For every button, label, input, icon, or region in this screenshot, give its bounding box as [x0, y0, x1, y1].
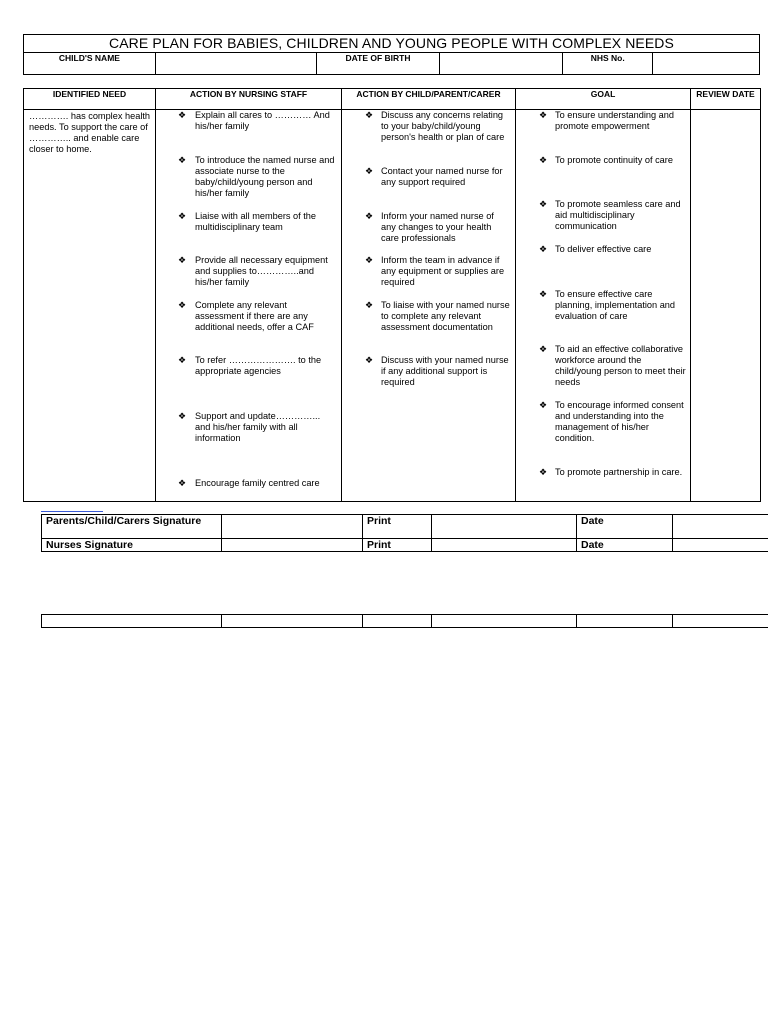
- bullet-icon: ❖: [178, 300, 187, 310]
- child-action-item: ❖ Discuss any concerns relating to your baby/child/young person's health or plan of care: [365, 110, 505, 142]
- bullet-icon: ❖: [539, 244, 548, 254]
- bullet-icon: ❖: [539, 110, 548, 120]
- bullet-icon: ❖: [365, 355, 374, 365]
- bullet-icon: ❖: [539, 199, 548, 209]
- goal-item: ❖ To promote partnership in care.: [539, 467, 683, 477]
- bullet-icon: ❖: [539, 155, 548, 165]
- nursing-actions-cell[interactable]: [156, 110, 342, 502]
- child-actions-cell[interactable]: [342, 110, 516, 502]
- goal-item: ❖ To promote continuity of care: [539, 155, 673, 165]
- col-review-date: REVIEW DATE: [691, 89, 761, 110]
- bullet-icon: ❖: [178, 255, 187, 265]
- bullet-icon: ❖: [178, 478, 187, 488]
- col-action-nursing: ACTION BY NURSING STAFF: [156, 89, 342, 110]
- empty-cell[interactable]: [432, 615, 577, 628]
- nursing-action-item: ❖ Explain all cares to ………… And his/her family: [178, 110, 330, 131]
- nurses-signature-label: Nurses Signature: [42, 539, 222, 552]
- nhs-label: NHS No.: [563, 53, 653, 75]
- nurses-date-field[interactable]: [673, 539, 768, 552]
- nursing-action-item: ❖ To introduce the named nurse and associate nurse to the baby/child/young person and his/her family: [178, 155, 335, 198]
- goal-item: ❖ To ensure effective care planning, implementation and evaluation of care: [539, 289, 676, 321]
- nursing-action-item: ❖ Complete any relevant assessment if there are any additional needs, offer a CAF: [178, 300, 314, 332]
- parents-date-label: Date: [577, 515, 673, 539]
- empty-signature-row: [41, 614, 768, 628]
- bullet-icon: ❖: [365, 110, 374, 120]
- nhs-field[interactable]: [653, 53, 760, 75]
- goal-item: ❖ To deliver effective care: [539, 244, 652, 254]
- identified-need-text: …………. has complex health needs. To support the care of ………….. and enable care closer to home.: [29, 111, 151, 154]
- goal-item: ❖ To encourage informed consent and understanding into the management of his/her condition.: [539, 400, 684, 443]
- child-action-item: ❖ Contact your named nurse for any support required: [365, 166, 503, 187]
- col-action-child: ACTION BY CHILD/PARENT/CARER: [342, 89, 516, 110]
- review-date-cell[interactable]: [691, 110, 761, 502]
- childs-name-field[interactable]: [155, 53, 316, 75]
- goal-item: ❖ To aid an effective collaborative workforce around the child/young person to meet their needs: [539, 344, 686, 387]
- child-action-item: ❖ Inform your named nurse of any changes to your health care professionals: [365, 211, 494, 243]
- bullet-icon: ❖: [539, 400, 548, 410]
- bullet-icon: ❖: [365, 300, 374, 310]
- parents-signature-field[interactable]: [222, 515, 363, 539]
- empty-cell[interactable]: [363, 615, 432, 628]
- empty-cell[interactable]: [577, 615, 673, 628]
- child-action-item: ❖ To liaise with your named nurse to complete any relevant assessment documentation: [365, 300, 510, 332]
- bullet-icon: ❖: [178, 110, 187, 120]
- nursing-action-item: ❖ Support and update…………... and his/her family with all information: [178, 411, 321, 443]
- signature-table: [41, 514, 768, 552]
- dob-field[interactable]: [440, 53, 563, 75]
- bullet-icon: ❖: [365, 166, 374, 176]
- nurses-signature-field[interactable]: [222, 539, 363, 552]
- parents-date-field[interactable]: [673, 515, 768, 539]
- goal-item: ❖ To promote seamless care and aid multidisciplinary communication: [539, 199, 681, 231]
- bullet-icon: ❖: [178, 355, 187, 365]
- nursing-action-item: ❖ Liaise with all members of the multidisciplinary team: [178, 211, 317, 232]
- goals-cell[interactable]: [516, 110, 691, 502]
- page-title: CARE PLAN FOR BABIES, CHILDREN AND YOUNG PEOPLE WITH COMPLEX NEEDS: [24, 35, 760, 53]
- col-goal: GOAL: [516, 89, 691, 110]
- nurses-date-label: Date: [577, 539, 673, 552]
- child-action-item: ❖ Inform the team in advance if any equipment or supplies are required: [365, 255, 505, 287]
- link-underline: [41, 511, 103, 512]
- empty-cell[interactable]: [673, 615, 768, 628]
- nursing-action-item: ❖ Encourage family centred care: [178, 478, 320, 488]
- parents-print-label: Print: [363, 515, 432, 539]
- empty-cell[interactable]: [42, 615, 222, 628]
- bullet-icon: ❖: [178, 211, 187, 221]
- header-table: [23, 34, 760, 75]
- bullet-icon: ❖: [539, 289, 548, 299]
- parents-print-field[interactable]: [432, 515, 577, 539]
- bullet-icon: ❖: [539, 344, 548, 354]
- parents-signature-label: Parents/Child/Carers Signature: [42, 515, 222, 539]
- nurses-print-field[interactable]: [432, 539, 577, 552]
- dob-label: DATE OF BIRTH: [316, 53, 440, 75]
- care-plan-table: [23, 88, 761, 502]
- identified-need-cell[interactable]: [24, 110, 156, 502]
- bullet-icon: ❖: [178, 411, 187, 421]
- nursing-action-item: ❖ Provide all necessary equipment and supplies to…………..and his/her family: [178, 255, 328, 287]
- childs-name-label: CHILD'S NAME: [24, 53, 156, 75]
- bullet-icon: ❖: [539, 467, 548, 477]
- goal-item: ❖ To ensure understanding and promote empowerment: [539, 110, 675, 131]
- bullet-icon: ❖: [365, 211, 374, 221]
- empty-cell[interactable]: [222, 615, 363, 628]
- col-identified-need: IDENTIFIED NEED: [24, 89, 156, 110]
- nursing-action-item: ❖ To refer …………………. to the appropriate agencies: [178, 355, 322, 376]
- bullet-icon: ❖: [178, 155, 187, 165]
- child-action-item: ❖ Discuss with your named nurse if any additional support is required: [365, 355, 509, 387]
- nurses-print-label: Print: [363, 539, 432, 552]
- bullet-icon: ❖: [365, 255, 374, 265]
